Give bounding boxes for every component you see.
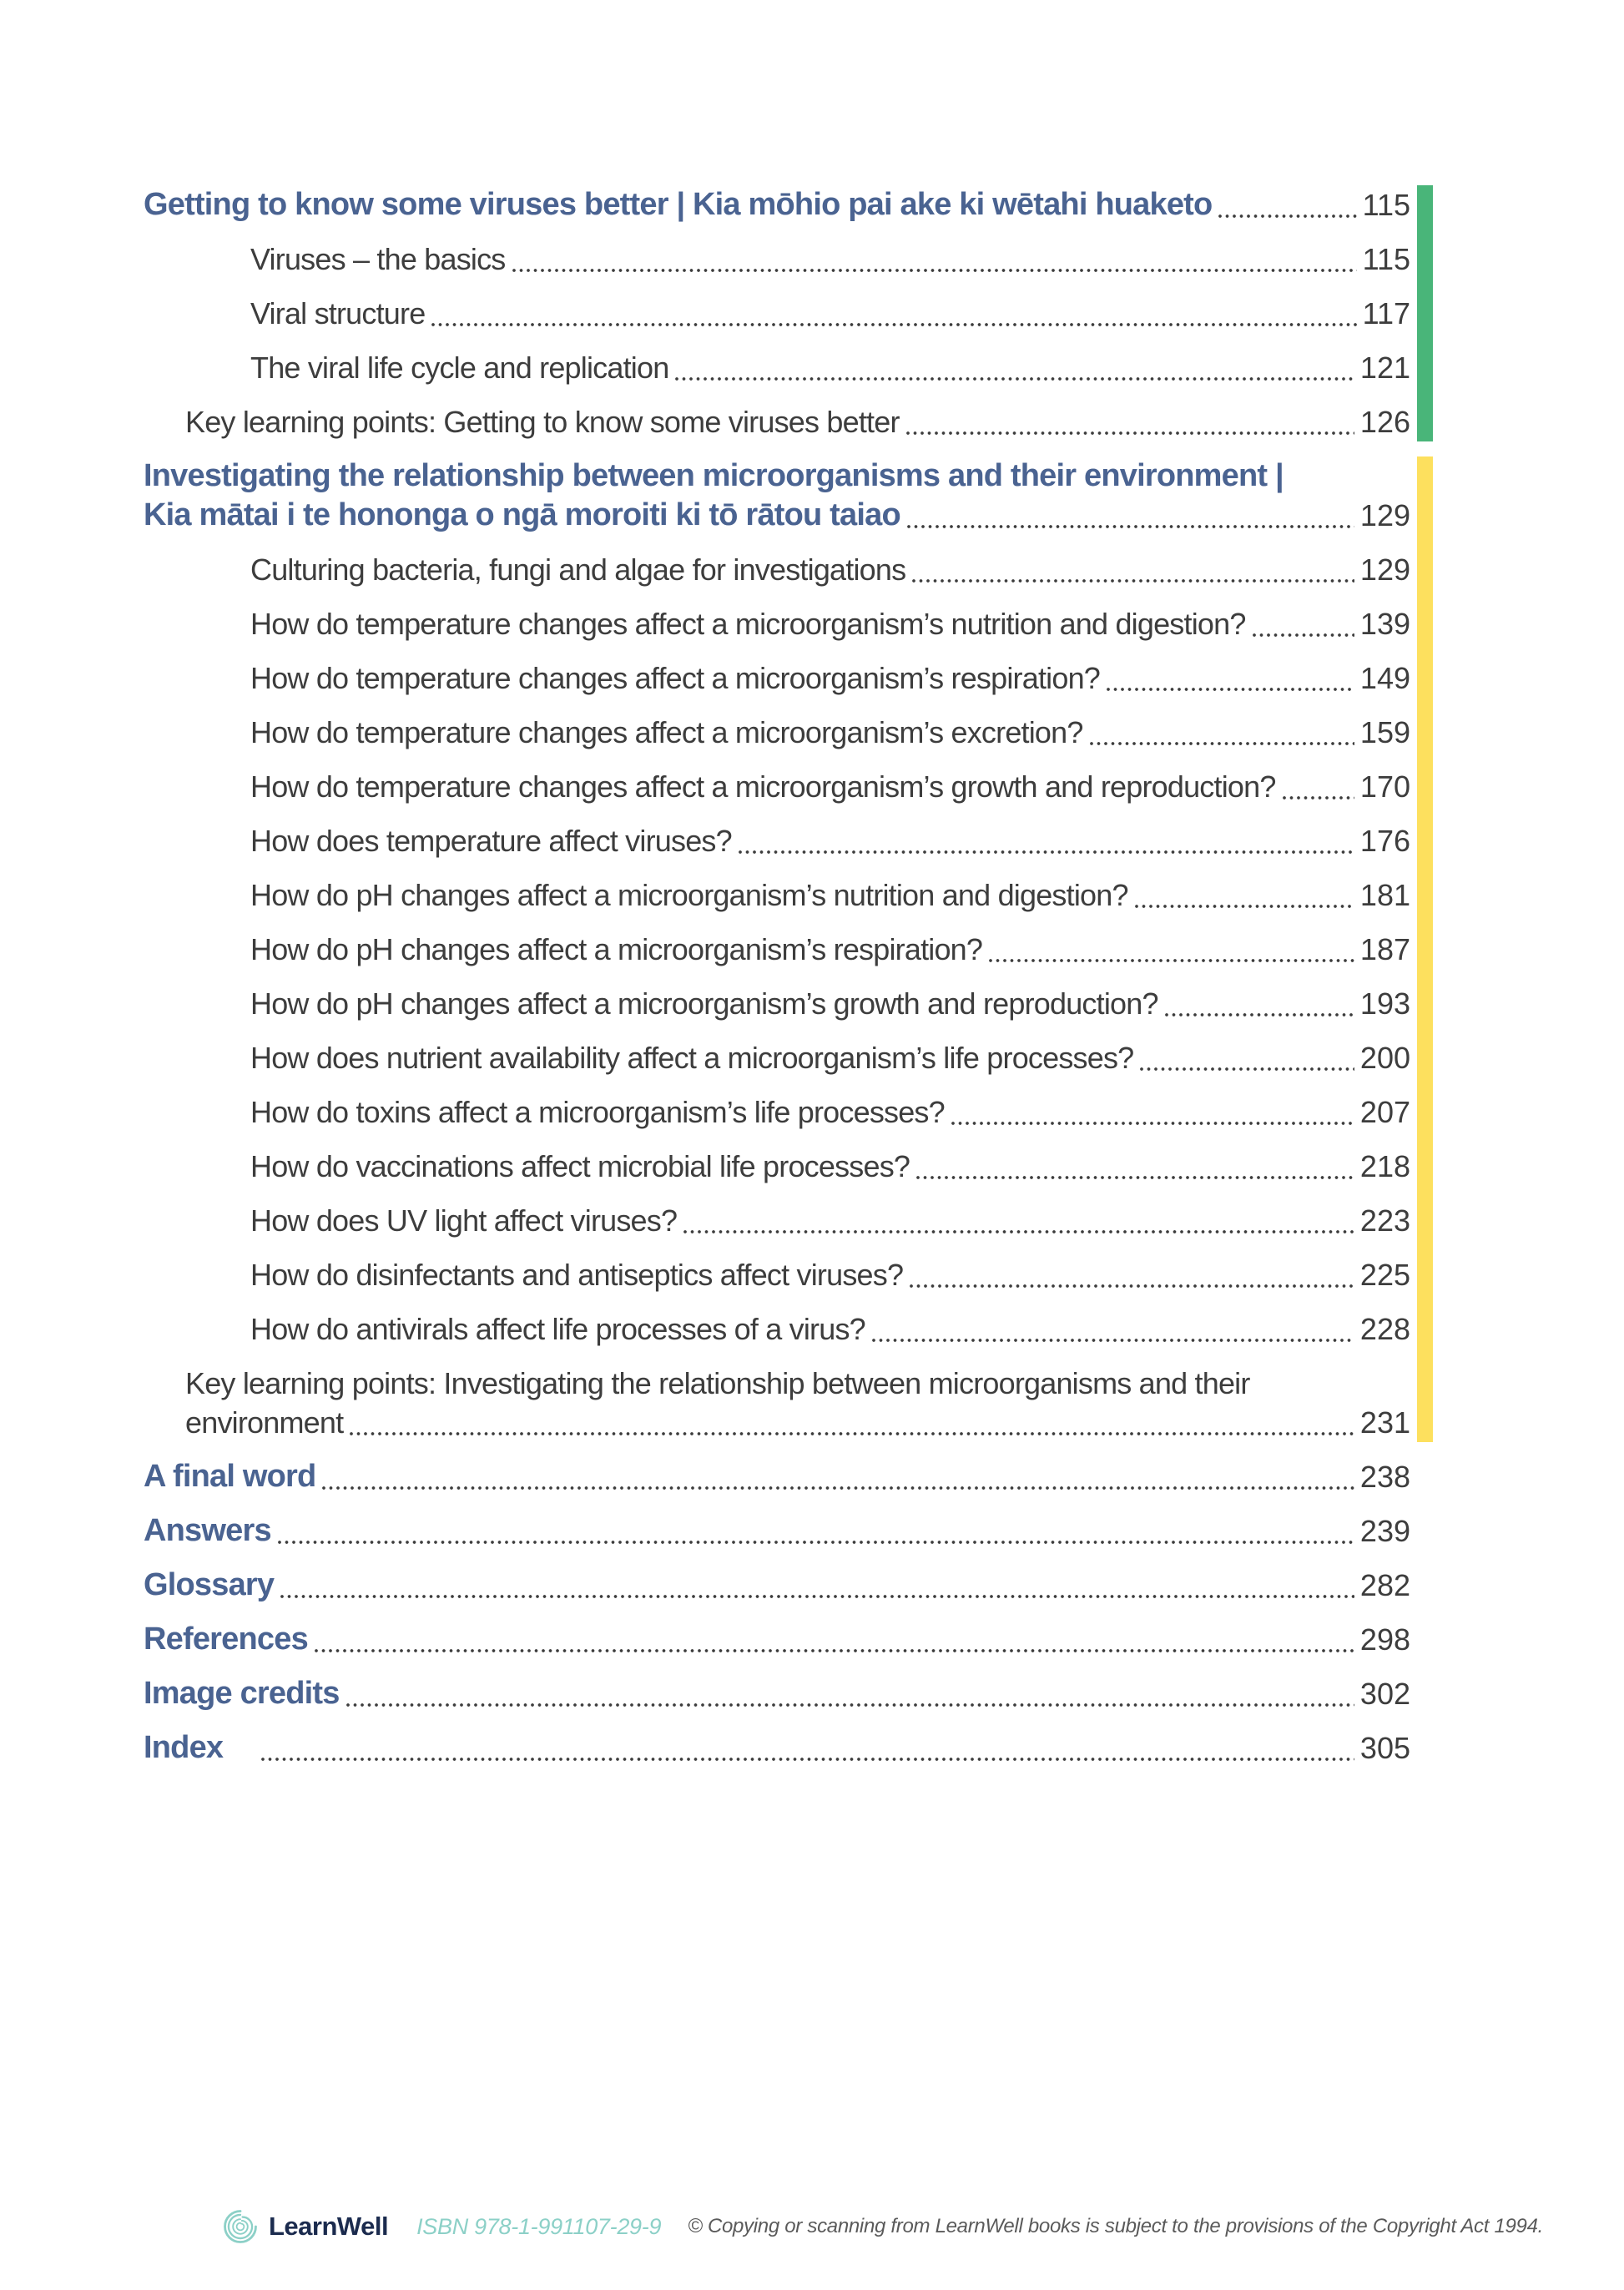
page-number: 238 <box>1359 1460 1410 1494</box>
toc-entry-label: How do toxins affect a microorganism’s life processes? <box>250 1095 945 1129</box>
toc-entry <box>250 294 1410 333</box>
dot-leader <box>315 1457 1359 1496</box>
page-number: 126 <box>1359 405 1410 439</box>
dot-leader <box>1100 658 1360 698</box>
learnwell-wordmark: LearnWell <box>269 2212 389 2241</box>
dot-leader <box>982 930 1360 969</box>
toc-entry <box>144 1566 1410 1605</box>
toc-entry-label: environment <box>185 1405 344 1440</box>
toc-entry-label: Viral structure <box>250 296 426 330</box>
dot-leader <box>223 1728 1360 1768</box>
page-number: 149 <box>1359 661 1410 695</box>
toc-entry <box>144 1674 1410 1713</box>
dot-leader <box>271 1511 1360 1551</box>
dot-leader <box>506 240 1363 279</box>
section1-color-bar <box>1417 185 1433 441</box>
dot-leader <box>1246 604 1360 643</box>
page-number: 159 <box>1359 715 1410 749</box>
toc-entry-label: Investigating the relationship between microorganisms and their environment | <box>144 458 1284 493</box>
toc-entry-label: How do vaccinations affect microbial life processes? <box>250 1149 910 1183</box>
toc-entry <box>185 1364 1410 1442</box>
dot-leader <box>910 1147 1360 1186</box>
page-number: 302 <box>1359 1677 1410 1711</box>
toc-entry <box>144 185 1410 224</box>
page-number: 115 <box>1362 188 1410 222</box>
toc-entry <box>144 456 1410 535</box>
toc-entry <box>250 767 1410 806</box>
page-number: 200 <box>1359 1041 1410 1075</box>
dot-leader <box>732 821 1360 860</box>
dot-leader <box>1083 713 1360 752</box>
dot-leader <box>1158 984 1360 1023</box>
toc-entry <box>250 1255 1410 1294</box>
toc-entry-label: The viral life cycle and replication <box>250 351 669 385</box>
toc-entry-label: Key learning points: Getting to know some viruses better <box>185 405 900 439</box>
dot-leader <box>945 1092 1360 1132</box>
toc-entry-label: A final word <box>144 1459 316 1494</box>
toc-entry <box>250 1147 1410 1186</box>
toc-entry-label: How does nutrient availability affect a microorganism’s life processes? <box>250 1041 1134 1075</box>
page-number: 228 <box>1359 1312 1410 1346</box>
toc-entry-label: Getting to know some viruses better | Kia mōhio pai ake ki wētahi huaketo <box>144 187 1213 222</box>
isbn-text: ISBN 978-1-991107-29-9 <box>416 2213 662 2239</box>
page-number: 170 <box>1359 769 1410 804</box>
dot-leader <box>668 348 1359 387</box>
page-number: 129 <box>1359 498 1410 532</box>
toc-entry <box>250 240 1410 279</box>
toc-entry <box>250 713 1410 752</box>
toc-entry <box>250 1201 1410 1240</box>
dot-leader <box>343 1403 1360 1442</box>
dot-leader <box>677 1201 1360 1240</box>
page-number: 121 <box>1359 351 1410 385</box>
toc-entry-label: How do temperature changes affect a microorganism’s excretion? <box>250 715 1083 749</box>
toc-entry-label: How do pH changes affect a microorganism’s nutrition and digestion? <box>250 878 1128 912</box>
page-number: 282 <box>1359 1568 1410 1602</box>
dot-leader <box>1128 875 1360 915</box>
toc-entry-label: How does UV light affect viruses? <box>250 1203 678 1238</box>
page-number: 187 <box>1359 932 1410 966</box>
dot-leader <box>308 1620 1360 1659</box>
dot-leader <box>1133 1038 1360 1077</box>
toc-entry-label: Glossary <box>144 1567 275 1602</box>
toc-entry-label: How does temperature affect viruses? <box>250 824 732 858</box>
page-number: 218 <box>1359 1149 1410 1183</box>
toc-entry <box>144 1728 1410 1768</box>
toc-entry-label: How do temperature changes affect a microorganism’s growth and reproduction? <box>250 769 1276 804</box>
page-number: 129 <box>1359 552 1410 587</box>
dot-leader <box>903 1255 1360 1294</box>
toc-entry-label: How do disinfectants and antiseptics affect viruses? <box>250 1258 904 1292</box>
page-number: 239 <box>1359 1514 1410 1548</box>
toc-entry-label: Key learning points: Investigating the relationship between microorganisms and their <box>185 1366 1250 1400</box>
toc-entry-label: Index <box>144 1730 224 1765</box>
toc-entry-label: Image credits <box>144 1676 340 1711</box>
page-number: 223 <box>1359 1203 1410 1238</box>
toc-entry <box>250 658 1410 698</box>
dot-leader <box>900 496 1360 535</box>
toc-entry <box>250 821 1410 860</box>
toc-entry <box>250 984 1410 1023</box>
toc-entry-label: References <box>144 1622 308 1657</box>
page-number: 225 <box>1359 1258 1410 1292</box>
page-number: 117 <box>1362 296 1410 330</box>
toc-entry <box>250 604 1410 643</box>
section2-color-bar <box>1417 456 1433 1442</box>
toc-entry <box>144 1457 1410 1496</box>
page-number: 207 <box>1359 1095 1410 1129</box>
dot-leader <box>340 1674 1360 1713</box>
page-number: 305 <box>1359 1731 1410 1765</box>
toc-entry <box>250 1309 1410 1349</box>
dot-leader <box>865 1309 1360 1349</box>
page-number: 193 <box>1359 986 1410 1021</box>
toc-entry-label: How do temperature changes affect a microorganism’s respiration? <box>250 661 1101 695</box>
toc-entry <box>250 875 1410 915</box>
dot-leader <box>1276 767 1360 806</box>
page-number: 231 <box>1359 1405 1410 1440</box>
dot-leader <box>900 402 1360 441</box>
dot-leader <box>425 294 1362 333</box>
dot-leader <box>1212 185 1362 224</box>
toc-entry-label: Culturing bacteria, fungi and algae for investigations <box>250 552 906 587</box>
toc-entry <box>185 402 1410 441</box>
learnwell-logo-icon <box>222 2208 259 2245</box>
toc-entry <box>144 1511 1410 1551</box>
dot-leader <box>274 1566 1360 1605</box>
page-number: 298 <box>1359 1622 1410 1657</box>
toc-entry-label: Kia mātai i te hononga o ngā moroiti ki tō rātou taiao <box>144 497 900 532</box>
table-of-contents <box>144 185 1410 1783</box>
page-footer <box>222 2208 1543 2245</box>
page-number: 176 <box>1359 824 1410 858</box>
toc-entry <box>250 930 1410 969</box>
toc-entry <box>250 348 1410 387</box>
dot-leader <box>905 550 1360 589</box>
page-number: 139 <box>1359 607 1410 641</box>
toc-entry <box>250 550 1410 589</box>
toc-entry-label: How do pH changes affect a microorganism’s growth and reproduction? <box>250 986 1158 1021</box>
toc-entry <box>250 1038 1410 1077</box>
toc-entry-label: How do temperature changes affect a microorganism’s nutrition and digestion? <box>250 607 1246 641</box>
page-number: 181 <box>1359 878 1410 912</box>
toc-entry-label: How do antivirals affect life processes of a virus? <box>250 1312 865 1346</box>
toc-entry-label: How do pH changes affect a microorganism’s respiration? <box>250 932 983 966</box>
copyright-text: © Copying or scanning from LearnWell books is subject to the provisions of the Copyright Act 1994. <box>688 2215 1544 2237</box>
toc-entry <box>144 1620 1410 1659</box>
toc-entry-label: Viruses – the basics <box>250 242 506 276</box>
toc-entry <box>250 1092 1410 1132</box>
page-number: 115 <box>1362 242 1410 276</box>
toc-entry-label: Answers <box>144 1513 271 1548</box>
